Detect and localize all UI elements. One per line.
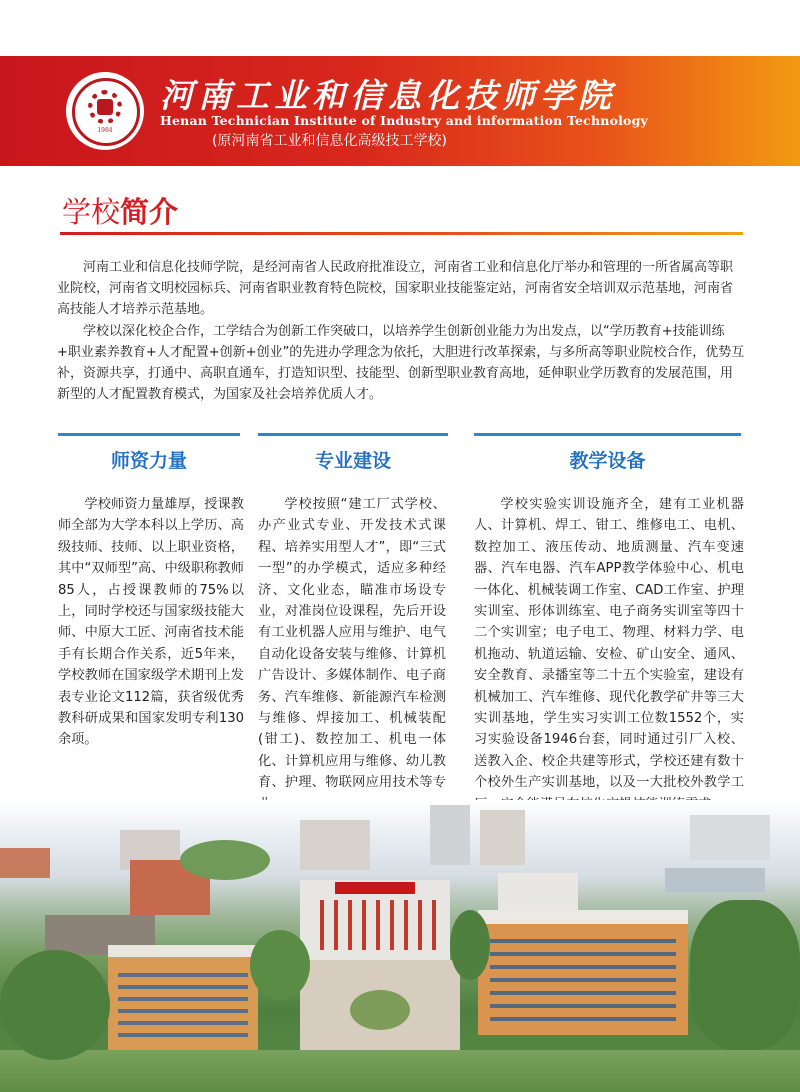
column-bar (258, 433, 448, 436)
tree-cluster (250, 930, 310, 1000)
school-logo-icon (66, 72, 144, 150)
distant-building (430, 805, 470, 865)
lawn (0, 1050, 800, 1092)
distant-building (480, 810, 525, 865)
section-divider (60, 232, 743, 235)
section-title-part1: 学校 (62, 195, 121, 229)
faculty-title: 师资力量 (110, 450, 187, 472)
building-roof (478, 910, 688, 924)
faculty-body: 学校师资力量雄厚，授课教师全部为大学本科以上学历、高级技师、技师、以上职业资格，其中“双师型”高、中级职称教师85人，占授课教师的75%以上，同时学校还与国家级技能大师、中原大工匠、河南省技术能手有长期合作关系，近5年来，学校教师在国家级学术期刊上发表专业论文112篇，获省级优秀教科研成果和国家发明专利130余项。 (58, 497, 244, 748)
equipment-column-header (474, 433, 741, 473)
building (498, 873, 578, 913)
building (0, 848, 50, 878)
column-bar (474, 433, 741, 436)
gate-facade (310, 900, 440, 950)
tree-cluster (180, 840, 270, 880)
former-name: (原河南省工业和信息化高级技工学校) (212, 133, 447, 149)
tree-cluster (450, 910, 490, 980)
building-windows (118, 965, 248, 1041)
equipment-body: 学校实验实训设施齐全，建有工业机器人、计算机、焊工、钳工、维修电工、电机、数控加工、液压传动、地质测量、汽车变速器、汽车电器、汽车APP教学体验中心、机电一体化、机械装调工作室、CAD工作室、护理实训室、形体训练室、电子商务实训室等四十二个实训室；电子电工、物理、材料力学、电机拖动、轨道运输、安检、矿山安全、通风、安全教育、录播室等二十五个实验室，建设有机械加工、汽车维修、现代化教学矿井等三大实训基地，学生实习实训工位数1552个，实习实验设备1946台套，同时通过引厂入校、送教入企、校企共建等形式，学校还建有数十个校外生产实训基地，以及一大批校外教学工 (474, 497, 744, 791)
building (665, 868, 765, 892)
campus-aerial-photo (0, 800, 800, 1092)
majors-body: 学校按照“建工厂式学校、办产业式专业、开发技术式课程、培养实用型人才”，即“三式一型”的办学模式，适应多种经济、文化业态，瞄准市场设专业，对准岗位设课程，先后开设有工业机器人应用与维护、电气自动化设备安装与维修、计算机广告设计、多媒体制作、电子商务、汽车维修、新能源汽车检测与维修、焊接加工、机械装配(钳工)、数控加工、机电一体化、计算机应用与维修、幼儿教育、护理、物联网应用技术等专 (258, 497, 446, 791)
tree-cluster (690, 900, 800, 1050)
distant-building (690, 815, 770, 860)
header-banner (0, 56, 800, 166)
section-title-part2: 简介 (120, 195, 179, 229)
equipment-title: 教学设备 (569, 450, 646, 472)
intro-paragraph-2: 学校以深化校企合作，工学结合为创新工作突破口，以培养学生创新创业能力为出发点，以“学历教育+技能训练+职业素养教育+人才配置+创新+创业”的先进办学理念为依托，大胆进行改革探索，与多所高等职业院校合作，优势互补，资源共享，打通中、高职直通车，打造知识型、技能型、创新型职业教育高地，延伸职业学历教育的发展范围，用新型的人才配置教育模式，为国家及社会培养优质人才。 (57, 324, 745, 402)
school-title-en: Henan Technician Institute of Industry and information Technology (160, 113, 648, 128)
logo-core (97, 99, 113, 115)
logo-year: 1984 (97, 127, 113, 134)
intro-paragraph-1: 河南工业和信息化技师学院，是经河南省人民政府批准设立，河南省工业和信息化厅举办和管理的一所省属高等职业院校，河南省文明校园标兵、河南省职业教育特色院校，国家职业技能鉴定站，河南省安全培训双示范基地，河南省高技能人才培养示范基地。 (57, 260, 734, 317)
plaza-garden (350, 990, 410, 1030)
gate-sign (335, 882, 415, 894)
majors-column-header (258, 433, 448, 473)
building-roof (108, 945, 258, 957)
distant-building (300, 820, 370, 870)
column-bar (58, 433, 240, 436)
school-title-cn: 河南工业和信息化技师学院 (160, 76, 616, 115)
tree-cluster (0, 950, 110, 1060)
majors-title: 专业建设 (314, 450, 391, 472)
faculty-column-header (58, 433, 240, 473)
building-windows (490, 930, 676, 1026)
section-title (62, 190, 178, 231)
